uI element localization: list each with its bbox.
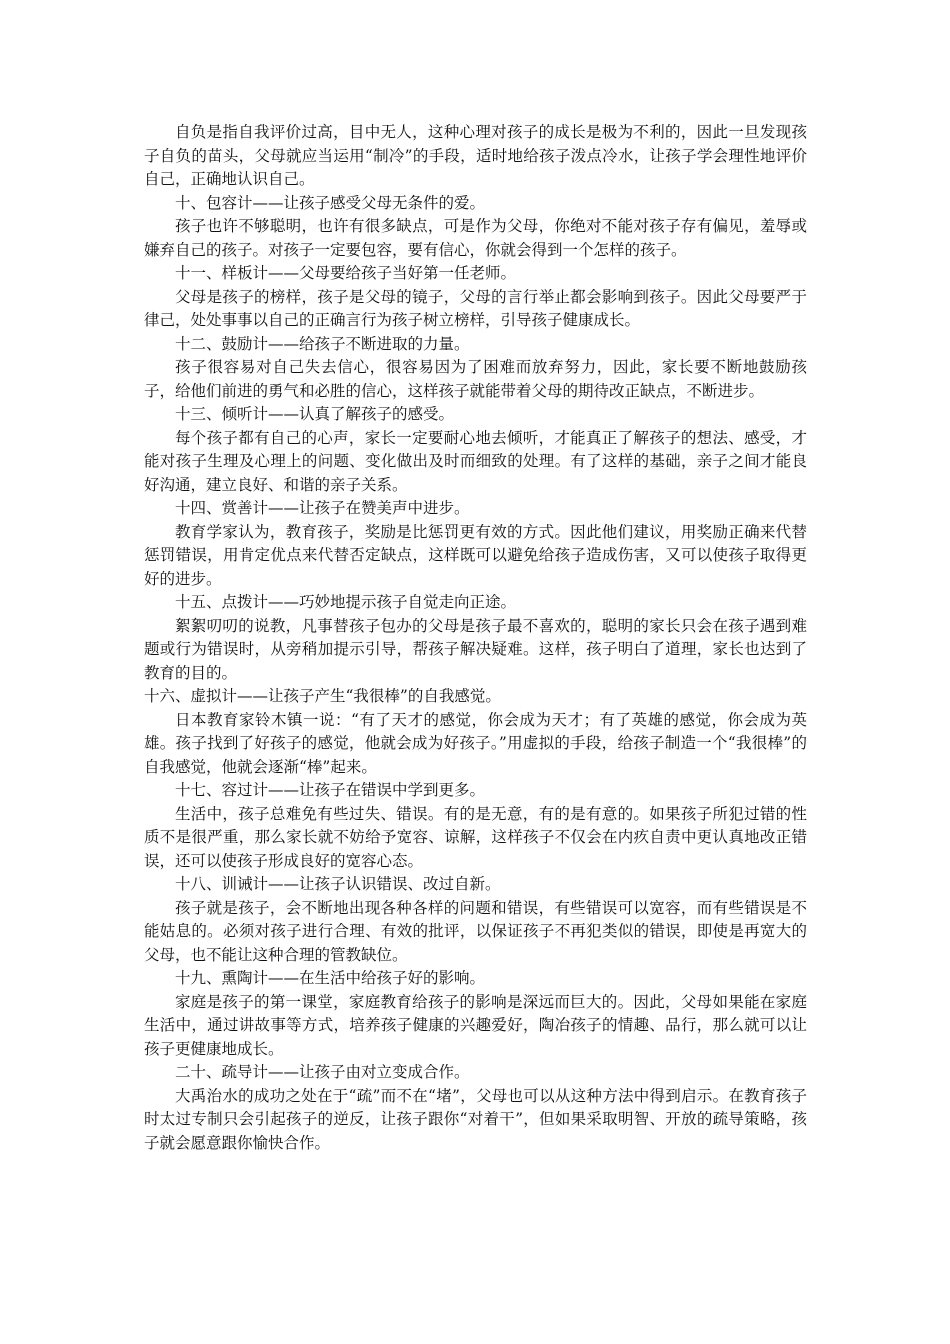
body-paragraph: 生活中，孩子总难免有些过失、错误。有的是无意，有的是有意的。如果孩子所犯过错的性质不是很严重，那么家长就不妨给予宽容、谅解，这样孩子不仅会在内疚自责中更认真地改正错误，还可以使孩子形成良好的宽容心态。 [144,804,807,870]
body-paragraph: 絮絮叨叨的说教，凡事替孩子包办的父母是孩子最不喜欢的，聪明的家长只会在孩子遇到难题或行为错误时，从旁稍加提示引导，帮孩子解决疑难。这样，孩子明白了道理，家长也达到了教育的目的。 [144,616,807,682]
section-heading: 十四、赏善计——让孩子在赞美声中进步。 [175,499,470,517]
body-paragraph: 教育学家认为，教育孩子，奖励是比惩罚更有效的方式。因此他们建议，用奖励正确来代替惩罚错误，用肯定优点来代替否定缺点，这样既可以避免给孩子造成伤害，又可以使孩子取得更好的进步。 [144,522,807,588]
body-paragraph: 孩子很容易对自己失去信心，很容易因为了困难而放弃努力，因此，家长要不断地鼓励孩子，给他们前进的勇气和必胜的信心，这样孩子就能带着父母的期待改正缺点，不断进步。 [144,358,807,400]
section-heading: 二十、疏导计——让孩子由对立变成合作。 [175,1063,470,1081]
section-heading: 十一、样板计——父母要给孩子当好第一任老师。 [175,264,517,282]
body-paragraph: 孩子就是孩子，会不断地出现各种各样的问题和错误，有些错误可以宽容，而有些错误是不能姑息的。必须对孩子进行合理、有效的批评，以保证孩子不再犯类似的错误，即使是再宽大的父母，也不能让这种合理的管教缺位。 [144,898,807,964]
section-heading: 十、包容计——让孩子感受父母无条件的爱。 [175,193,486,212]
section-heading: 十九、熏陶计——在生活中给孩子好的影响。 [175,969,486,987]
body-paragraph: 每个孩子都有自己的心声，家长一定要耐心地去倾听，才能真正了解孩子的想法、感受，才能对孩子生理及心理上的问题、变化做出及时而细致的处理。有了这样的基础，亲子之间才能良好沟通，建立良好、和谐的亲子关系。 [144,428,807,494]
body-paragraph: 孩子也许不够聪明，也许有很多缺点，可是作为父母，你绝对不能对孩子存有偏见，羞辱或嫌弃自己的孩子。对孩子一定要包容，要有信心，你就会得到一个怎样的孩子。 [144,217,807,259]
body-paragraph: 父母是孩子的榜样，孩子是父母的镜子，父母的言行举止都会影响到孩子。因此父母要严于律己，处处事事以自己的正确言行为孩子树立榜样，引导孩子健康成长。 [144,287,807,329]
section-heading: 十二、鼓励计——给孩子不断进取的力量。 [175,334,470,353]
body-paragraph: 自负是指自我评价过高，目中无人，这种心理对孩子的成长是极为不利的，因此一旦发现孩子自负的苗头，父母就应当运用“制冷”的手段，适时地给孩子泼点冷水，让孩子学会理性地评价自己，正确地认识自己。 [144,123,807,188]
document-page [144,121,807,1155]
section-heading: 十八、训诫计——让孩子认识错误、改过自新。 [175,875,501,893]
section-heading: 十七、容过计——让孩子在错误中学到更多。 [175,781,486,799]
body-paragraph: 大禹治水的成功之处在于“疏”而不在“堵”，父母也可以从这种方法中得到启示。在教育孩子时太过专制只会引起孩子的逆反，让孩子跟你“对着干”，但如果采取明智、开放的疏导策略，孩子就会愿意跟你愉快合作。 [144,1086,807,1152]
section-heading: 十六、虚拟计——让孩子产生“我很棒”的自我感觉。 [144,687,501,705]
body-paragraph: 日本教育家铃木镇一说：“有了天才的感觉，你会成为天才；有了英雄的感觉，你会成为英雄。孩子找到了好孩子的感觉，他就会成为好孩子。”用虚拟的手段，给孩子制造一个“我很棒”的自我感觉，他就会逐渐“棒”起来。 [144,710,807,776]
section-heading: 十三、倾听计——认真了解孩子的感受。 [175,405,455,423]
section-heading: 十五、点拨计——巧妙地提示孩子自觉走向正途。 [175,593,517,611]
body-paragraph: 家庭是孩子的第一课堂，家庭教育给孩子的影响是深远而巨大的。因此，父母如果能在家庭生活中，通过讲故事等方式，培养孩子健康的兴趣爱好，陶冶孩子的情趣、品行，那么就可以让孩子更健康地成长。 [144,992,807,1058]
